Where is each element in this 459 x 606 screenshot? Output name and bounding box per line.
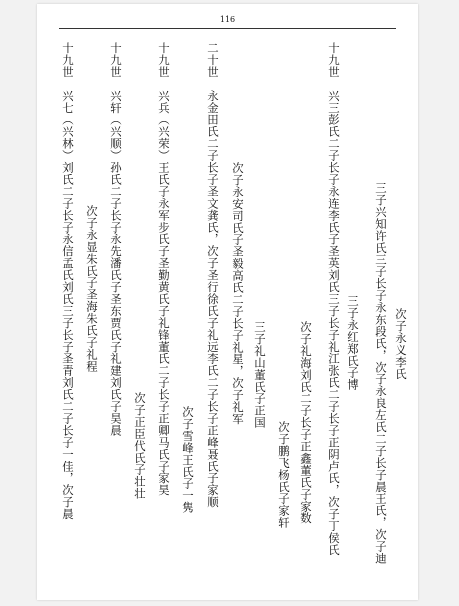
genealogy-line: 三子兴知许氏三子长子永东段氏，次子永良左氏二子长子晨王氏，次子迪 bbox=[374, 182, 388, 565]
genealogy-line: 十九世 兴兵（兴荣）王氏子永军步氏子圣勤黄氏子礼锋董氏二子长子正卿马氏子家昊 bbox=[157, 42, 171, 497]
genealogy-line: 次子鹏飞杨氏子家轩 bbox=[277, 421, 291, 529]
genealogy-line: 次子永显朱氏子圣海朱氏子礼程 bbox=[85, 205, 99, 373]
genealogy-line: 次子雪峰王氏子一隽 bbox=[181, 406, 195, 514]
genealogy-line: 次子永义李氏 bbox=[394, 308, 408, 380]
page-number: 116 bbox=[219, 15, 236, 24]
header-rule bbox=[59, 28, 396, 29]
genealogy-line: 次子礼海刘氏二子长子正鑫董氏子家数 bbox=[299, 321, 313, 525]
genealogy-line: 次子永安司氏子圣毅高氏二子长子礼星，次子礼军 bbox=[231, 162, 245, 425]
genealogy-line: 十九世 兴轩（兴顺）孙氏二子长子永先潘氏子圣东贾氏子礼建刘氏子昊晨 bbox=[109, 42, 123, 437]
genealogy-line: 次子正臣代氏子壮壮 bbox=[133, 392, 147, 500]
genealogy-line: 三子永红郑氏子博 bbox=[346, 295, 360, 391]
genealogy-line: 三子礼山董氏子正国 bbox=[253, 321, 267, 429]
document-page bbox=[37, 4, 418, 600]
genealogy-line: 十九世 兴三彭氏二子长子永连李氏子圣英刘氏三子长子礼江张氏二子长子正阴卢氏，次子丁侯氏 bbox=[327, 42, 341, 556]
genealogy-line: 十九世 兴七（兴林）刘氏二子长子永信孟氏刘氏三子长子圣青刘氏二子长子一佳，次子晨 bbox=[61, 42, 75, 520]
genealogy-line: 二十世 永金田氏二子长子圣文龚氏，次子圣行徐氏子礼远李氏二子长子正峰聂氏子家顺 bbox=[206, 42, 220, 509]
